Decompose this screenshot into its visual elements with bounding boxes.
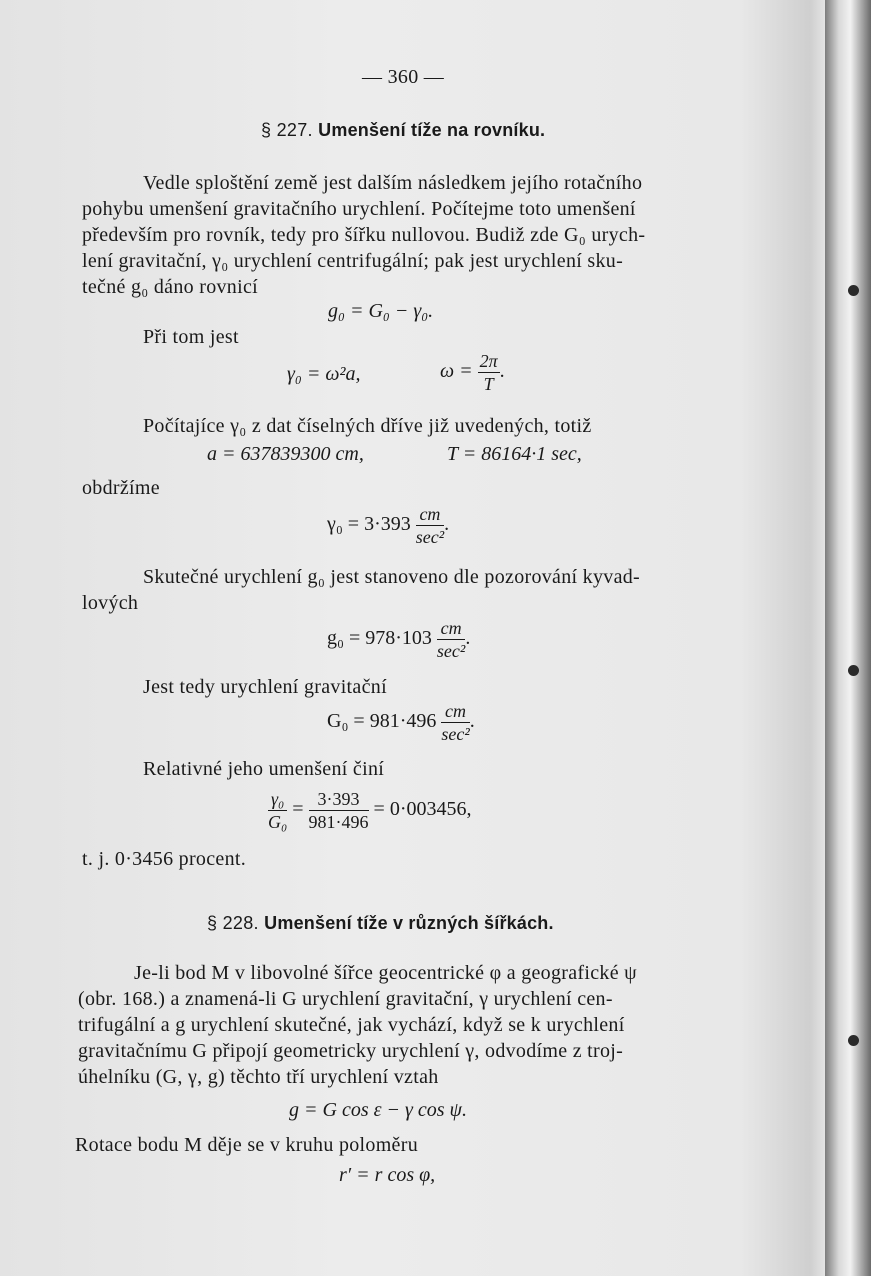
equation-gamma0: γ₀ = ω²a,	[287, 363, 361, 385]
text-line: gravitačnímu G připojí geometricky urychlení γ, odvodíme z troj-	[78, 1040, 624, 1062]
binding-hole	[848, 665, 859, 676]
equation-G0-value: G₀ = 981·496 $\frac{cm}{\text{sec²}}$ .	[327, 701, 475, 744]
section-heading-227	[261, 120, 545, 141]
text-line: Při tom jest	[143, 326, 239, 348]
equation-r-prime: r′ = r cos φ,	[339, 1164, 436, 1186]
equation-T: T = 86164·1 sec,	[447, 443, 582, 465]
equation-g0: g₀ = G₀ − γ₀.	[328, 300, 434, 322]
text-line: Relativné jeho umenšení činí	[143, 758, 385, 780]
section-title: Umenšení tíže v různých šířkách.	[264, 913, 554, 933]
text-line: t. j. 0·3456 procent.	[82, 848, 247, 870]
section-title: Umenšení tíže na rovníku.	[318, 120, 546, 140]
equation-gamma0-value: γ₀ = 3·393 $\frac{cm}{\text{sec²}}$ .	[327, 504, 450, 547]
page-edge	[825, 0, 871, 1276]
text-line: Počítajíce γ₀ z dat číselných dříve již uvedených, totiž	[143, 415, 592, 437]
fraction-denominator: T	[483, 374, 494, 394]
text-line: tečné g₀ dáno rovnicí	[82, 276, 258, 298]
text-line: pohybu umenšení gravitačního urychlení. Počítejme toto umenšení	[82, 198, 636, 220]
section-number: § 227.	[261, 120, 313, 140]
text-line: (obr. 168.) a znamená-li G urychlení gravitační, γ urychlení cen-	[78, 988, 613, 1010]
binding-hole	[848, 285, 859, 296]
equation-a: a = 637839300 cm,	[207, 443, 364, 465]
equation-g0-value: g₀ = 978·103 $\frac{cm}{\text{sec²}}$ .	[327, 618, 471, 661]
text-line: především pro rovník, tedy pro šířku nullovou. Budiž zde G₀ urych-	[82, 224, 646, 246]
text-line: obdržíme	[82, 477, 160, 499]
text-line: Skutečné urychlení g₀ jest stanoveno dle pozorování kyvad-	[143, 566, 641, 588]
section-number: § 228.	[207, 913, 259, 933]
equation-ratio: $\frac{\text{γ₀}}{\text{G₀}}$ = $\frac{3\cdot 393}{981\cdot 496}$ = 0·003456,	[268, 789, 472, 832]
fraction-numerator: 2π	[479, 351, 498, 371]
text-line: úhelníku (G, γ, g) těchto tří urychlení vztah	[78, 1066, 439, 1088]
text-line: lových	[82, 592, 139, 614]
text-line: Vedle sploštění země jest dalším následkem jejího rotačního	[143, 172, 643, 194]
binding-hole	[848, 1035, 859, 1046]
text-line: Rotace bodu M děje se v kruhu poloměru	[75, 1134, 418, 1156]
equation-g: g = G cos ε − γ cos ψ.	[289, 1099, 467, 1121]
text-line: Je-li bod M v libovolné šířce geocentrické φ a geografické ψ	[134, 962, 637, 984]
text-line: lení gravitační, γ₀ urychlení centrifugální; pak jest urychlení sku-	[82, 250, 624, 272]
section-heading-228	[207, 913, 554, 934]
text-line: trifugální a g urychlení skutečné, jak vychází, když se k urychlení	[78, 1014, 625, 1036]
page-number: — 360 —	[362, 66, 445, 88]
equation-omega: ω = $\frac{2\pi}{T}$ .	[440, 351, 505, 394]
text-line: Jest tedy urychlení gravitační	[143, 676, 387, 698]
